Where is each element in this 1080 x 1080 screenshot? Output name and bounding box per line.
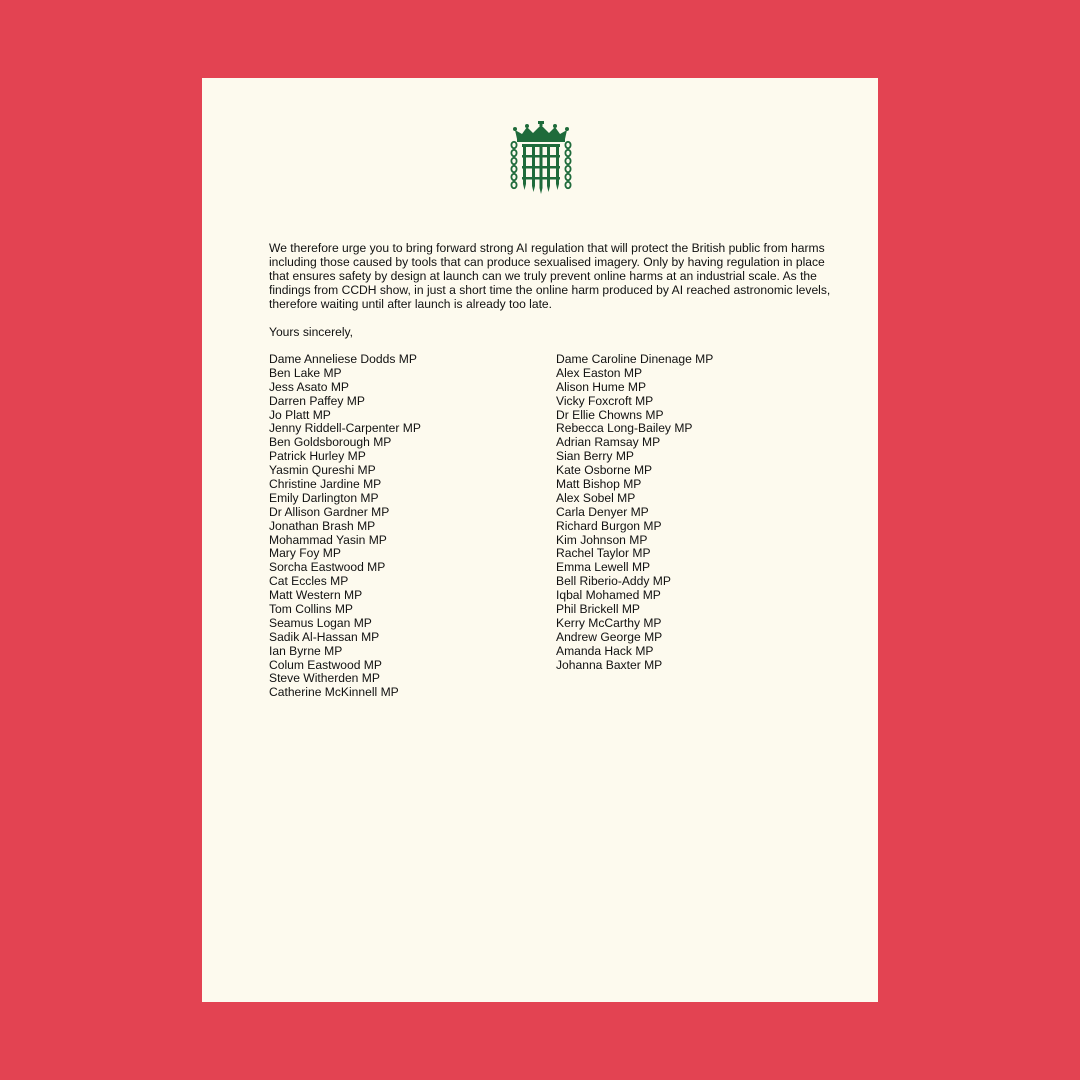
signatory-name: Christine Jardine MP [269,477,382,492]
signatory-name: Seamus Logan MP [269,615,372,630]
signatory-name: Phil Brickell MP [556,602,641,617]
letter-page [202,78,878,1002]
signatory-name: Ben Lake MP [269,365,342,380]
signatory-name: Mohammad Yasin MP [269,532,387,547]
signatory-name: Alison Hume MP [556,379,647,394]
signatory-name: Emma Lewell MP [556,560,651,575]
signatory-name: Emily Darlington MP [269,490,379,505]
signatory-name: Steve Witherden MP [269,671,380,686]
signatory-name: Andrew George MP [556,629,663,644]
signatory-name: Colum Eastwood MP [269,657,382,672]
signatory-name: Vicky Foxcroft MP [556,393,654,408]
signatory-name: Rebecca Long-Bailey MP [556,421,693,436]
signatory-name: Jenny Riddell-Carpenter MP [269,421,421,436]
signatory-name: Dr Ellie Chowns MP [556,407,664,422]
signatory-name: Jonathan Brash MP [269,518,376,533]
signatory-name: Catherine McKinnell MP [269,685,399,700]
signatory-name: Johanna Baxter MP [556,657,663,672]
signatory-name: Adrian Ramsay MP [556,435,661,450]
signatory-name: Tom Collins MP [269,602,354,617]
signatory-name: Dr Allison Gardner MP [269,504,390,519]
signatory-name: Matt Bishop MP [556,477,642,492]
signatory-name: Yasmin Qureshi MP [269,463,376,478]
signatory-name: Alex Sobel MP [556,490,636,505]
signatory-name: Iqbal Mohamed MP [556,588,661,603]
signatory-name: Patrick Hurley MP [269,449,366,464]
signatories-right-column [556,353,713,672]
signatory-name: Matt Western MP [269,588,363,603]
signatory-name: Richard Burgon MP [556,518,662,533]
signatory-name: Darren Paffey MP [269,393,365,408]
signatory-name: Dame Caroline Dinenage MP [556,352,714,366]
signatory-name: Amanda Hack MP [556,643,654,658]
signatory-name: Bell Riberio-Addy MP [556,574,671,589]
portcullis-icon [509,121,573,195]
signatory-name: Rachel Taylor MP [556,546,651,561]
signatory-name: Kerry McCarthy MP [556,615,662,630]
signatory-name: Carla Denyer MP [556,504,649,519]
signatory-name: Alex Easton MP [556,365,643,380]
letter-body: We therefore urge you to bring forward strong AI regulation that will protect the British public from harms including those caused by tools that can produce sexualised imagery. Only by having regulation in place that ensures safety by design at launch can we truly prevent online harms at an industrial scale. As the findings from CCDH show, in just a short time the online harm produced by AI reached astronomic levels, therefore waiting until after launch is already too late. [269,241,831,311]
signatory-name: Sadik Al-Hassan MP [269,629,380,644]
signatory-name: Sian Berry MP [556,449,634,464]
letter-closing: Yours sincerely, [269,325,354,339]
signatory-name: Jo Platt MP [269,407,331,422]
signatory-name: Jess Asato MP [269,379,349,394]
signatory-name: Ben Goldsborough MP [269,435,392,450]
signatory-name: Ian Byrne MP [269,643,343,658]
signatory-name: Kate Osborne MP [556,463,653,478]
signatory-name: Sorcha Eastwood MP [269,560,386,575]
signatory-name: Mary Foy MP [269,546,341,561]
signatories-left-column [269,353,421,700]
signatory-name: Cat Eccles MP [269,574,349,589]
signatory-name: Kim Johnson MP [556,532,648,547]
signatory-name: Dame Anneliese Dodds MP [269,352,417,366]
